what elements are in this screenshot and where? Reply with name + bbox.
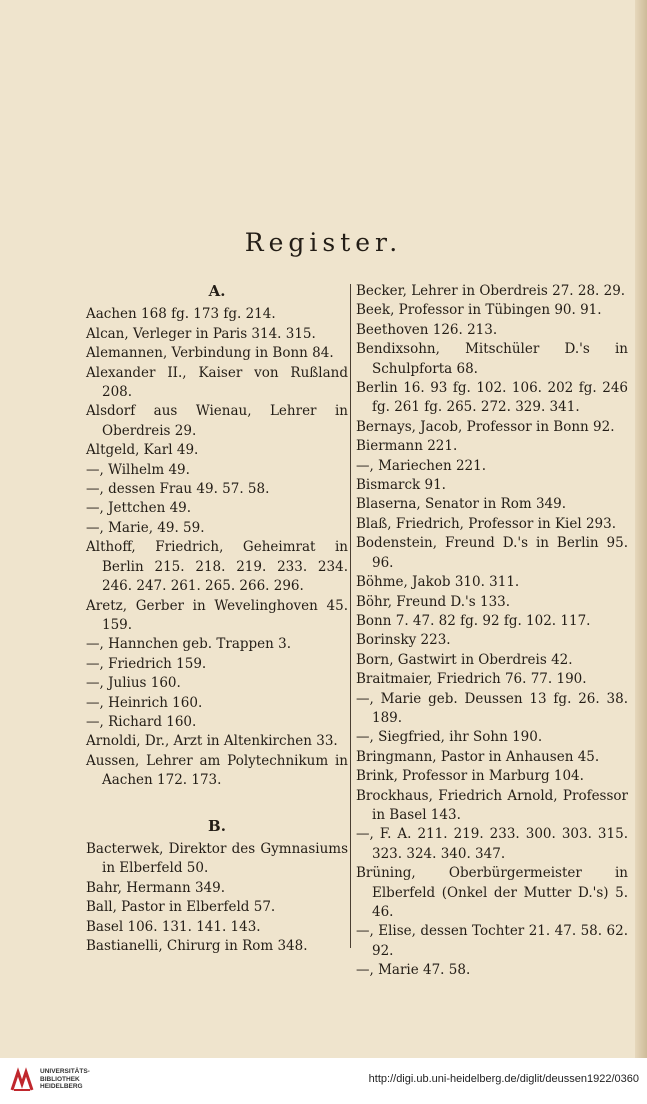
register-entry: Altgeld, Karl 49. — [86, 442, 199, 459]
register-entry: Aachen 168 fg. 173 fg. 214. — [86, 306, 276, 323]
register-entry: Böhme, Jakob 310. 311. — [356, 574, 520, 591]
register-entry: Becker, Lehrer in Oberdreis 27. 28. 29. — [356, 283, 626, 299]
register-entry: —, Siegfried, ihr Sohn 190. — [356, 729, 543, 746]
register-entry: —, Friedrich 159. — [86, 655, 207, 672]
register-entry: —, Richard 160. — [86, 713, 197, 730]
register-entry: Alexander II., Kaiser von Rußland 208. — [86, 364, 348, 401]
register-entry: Berlin 16. 93 fg. 102. 106. 202 fg. 246 fg. 261 fg. 265. 272. 329. 341. — [356, 380, 628, 416]
register-entry: Bastianelli, Chirurg in Rom 348. — [86, 938, 308, 954]
column-divider — [350, 284, 351, 948]
register-entry: Brink, Professor in Marburg 104. — [356, 768, 584, 785]
register-entry: —, Julius 160. — [86, 675, 181, 692]
section-a-entries — [86, 305, 348, 790]
register-entry: —, dessen Frau 49. 57. 58. — [86, 481, 270, 498]
register-entry: Beethoven 126. 213. — [356, 321, 498, 338]
register-entry: Biermann 221. — [356, 438, 458, 455]
section-letter-a: A. — [208, 282, 226, 300]
page-edge — [635, 0, 647, 1058]
register-entry: Bernays, Jacob, Professor in Bonn 92. — [356, 418, 615, 435]
register-entry: Born, Gastwirt in Oberdreis 42. — [356, 651, 573, 668]
register-entry: Beek, Professor in Tübingen 90. 91. — [356, 302, 602, 319]
right-column-entries — [356, 282, 628, 981]
heidelberg-library-logo-icon — [8, 1066, 36, 1094]
right-column — [356, 282, 628, 981]
register-entry: Aussen, Lehrer am Polytechnikum in Aachen 172. 173. — [86, 752, 348, 789]
register-entry: Alemannen, Verbindung in Bonn 84. — [86, 345, 334, 362]
register-entry: Bringmann, Pastor in Anhausen 45. — [356, 748, 600, 765]
register-entry: —, F. A. 211. 219. 233. 300. 303. 315. 323. 324. 340. 347. — [356, 826, 628, 862]
register-entry: —, Mariechen 221. — [356, 457, 487, 474]
register-entry: Ball, Pastor in Elberfeld 57. — [86, 899, 276, 916]
register-entry: —, Wilhelm 49. — [86, 461, 190, 478]
register-entry: —, Heinrich 160. — [86, 694, 203, 711]
register-entry: Bendixsohn, Mitschüler D.'s in Schulpforta 68. — [356, 341, 628, 377]
section-b-entries — [86, 840, 348, 956]
left-column — [86, 282, 348, 956]
register-entry: —, Marie 47. 58. — [356, 962, 471, 979]
register-entry: Alsdorf aus Wienau, Lehrer in Oberdreis 29. — [86, 403, 348, 439]
register-entry: Bacterwek, Direktor des Gymnasiums in Elberfeld 50. — [86, 840, 348, 877]
register-entry: Arnoldi, Dr., Arzt in Altenkirchen 33. — [86, 733, 338, 750]
register-entry: Blaserna, Senator in Rom 349. — [356, 496, 567, 513]
register-entry: Brockhaus, Friedrich Arnold, Professor in Basel 143. — [356, 787, 628, 823]
register-entry: Bismarck 91. — [356, 477, 446, 494]
page-title: Register. — [244, 228, 403, 257]
register-entry: Althoff, Friedrich, Geheimrat in Berlin 215. 218. 219. 233. 234. 246. 247. 261. 265. 266. 296. — [86, 539, 348, 595]
register-entry: —, Marie geb. Deussen 13 fg. 26. 38. 189. — [356, 690, 628, 726]
register-entry: Borinsky 223. — [356, 632, 451, 649]
register-entry: —, Jettchen 49. — [86, 500, 192, 517]
register-entry: Bodenstein, Freund D.'s in Berlin 95. 96. — [356, 535, 628, 571]
register-entry: Alcan, Verleger in Paris 314. 315. — [86, 325, 316, 342]
register-entry: Braitmaier, Friedrich 76. 77. 190. — [356, 671, 587, 688]
footer-bar — [0, 1058, 647, 1104]
register-entry: Blaß, Friedrich, Professor in Kiel 293. — [356, 515, 617, 532]
register-entry: —, Elise, dessen Tochter 21. 47. 58. 62. 92. — [356, 923, 628, 959]
source-url[interactable]: http://digi.ub.uni-heidelberg.de/diglit/deussen1922/0360 — [368, 1073, 639, 1085]
institution-name: UNIVERSITÄTS- BIBLIOTHEK HEIDELBERG — [40, 1068, 90, 1090]
register-entry: Basel 106. 131. 141. 143. — [86, 918, 261, 935]
register-entry: Aretz, Gerber in Wevelinghoven 45. 159. — [86, 597, 348, 633]
register-entry: —, Hannchen geb. Trappen 3. — [86, 636, 292, 653]
section-letter-b: B. — [208, 816, 226, 835]
register-entry: Böhr, Freund D.'s 133. — [356, 593, 511, 610]
register-entry: Brüning, Oberbürgermeister in Elberfeld (Onkel der Mutter D.'s) 5. 46. — [356, 865, 628, 920]
register-entry: Bonn 7. 47. 82 fg. 92 fg. 102. 117. — [356, 612, 591, 629]
register-entry: —, Marie, 49. 59. — [86, 519, 205, 536]
register-entry: Bahr, Hermann 349. — [86, 879, 226, 896]
